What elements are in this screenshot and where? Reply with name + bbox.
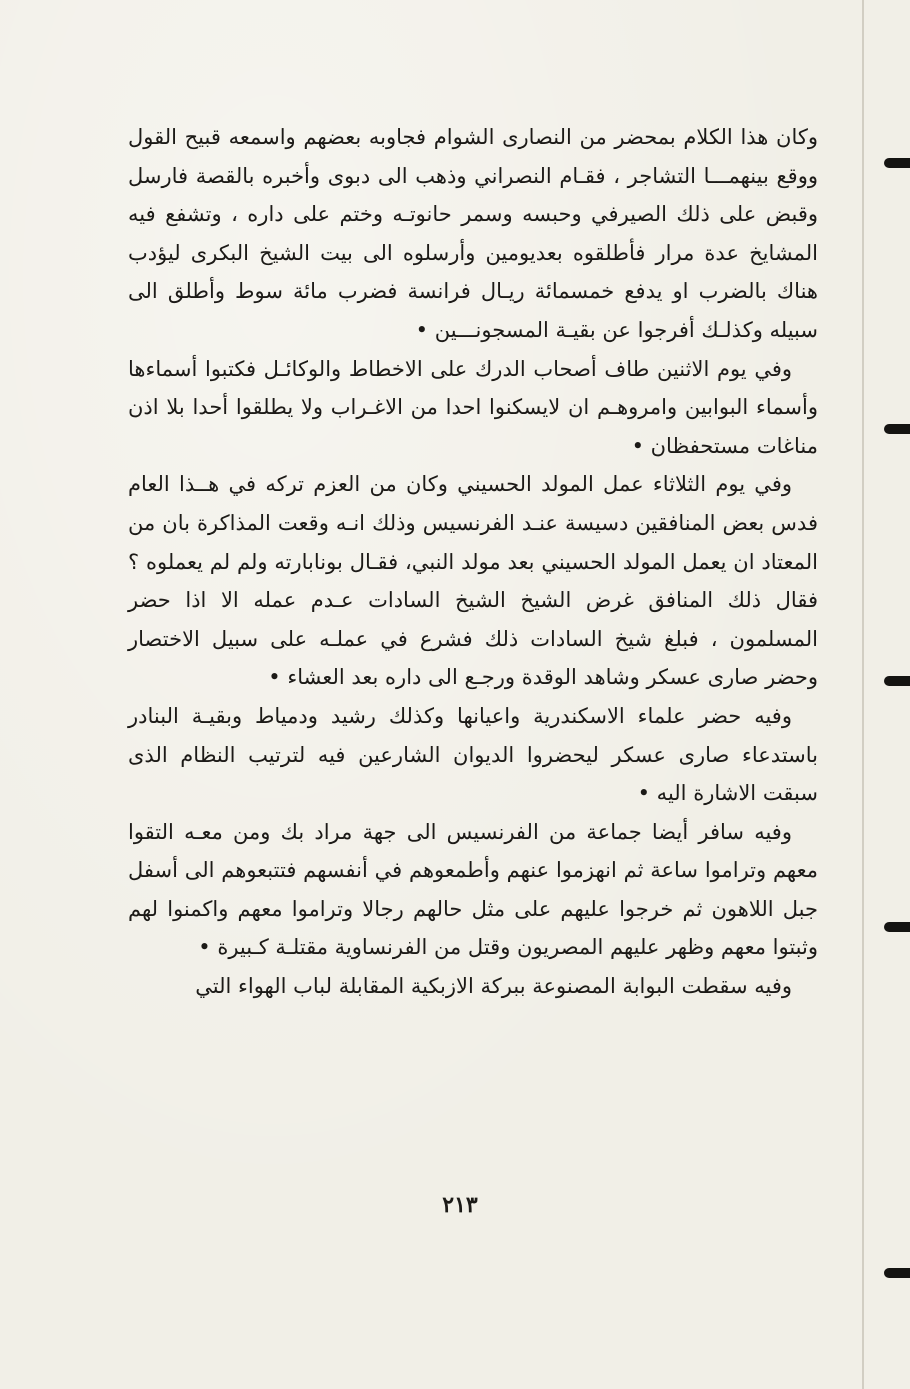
paragraph-1: وكان هذا الكلام بمحضر من النصارى الشوام فجاوبه بعضهم واسمعه قبيح القول ووقع بينهمـــا التشاجر ، فقـام النصراني وذهب الى دبوى وأخبره بالقصة فارسل وقبض على ذلك الصيرفي وحبسه وسمر حانوتـه وختم على داره ، وتشفع فيه المشايخ عدة مرار فأطلقوه بعديومين وأرسلوه الى بيت الشيخ البكرى ليؤدب هناك بالضرب او يدفع خمسمائة ريـال فرانسة فضرب مائة سوط وأطلق الى سبيله وكذلـك أفرجوا عن بقيـة المسجونـــين • [128,125,818,342]
paragraph-6: وفيه سقطت البوابة المصنوعة ببركة الازبكية المقابلة لباب الهواء التي [195,974,792,999]
margin-tab-mark [884,1268,910,1278]
margin-tab-mark [884,158,910,168]
page-binding-edge [862,0,864,1389]
body-text [128,118,818,1006]
margin-tab-mark [884,676,910,686]
margin-tab-mark [884,424,910,434]
margin-tab-mark [884,922,910,932]
paragraph-2: وفي يوم الاثنين طاف أصحاب الدرك على الاخطاط والوكائـل فكتبوا أسماءها وأسماء البوابين وامروهـم ان لايسكنوا احدا من الاغـراب ولا يطلقوا أحدا بلا اذن مناغات مستحفظان • [128,356,818,458]
paragraph-3: وفي يوم الثلاثاء عمل المولد الحسيني وكان من العزم تركه في هــذا العام فدس بعض المنافقين دسيسة عنـد الفرنسيس وذلك انـه وقعت المذاكرة بان من المعتاد ان يعمل المولد الحسيني بعد مولد النبي، فقـال بونابارته ولم لم يعملوه ؟ فقال ذلك المنافق غرض الشيخ الشيخ السادات عـدم عمله الا اذا حضر المسلمون ، فبلغ شيخ السادات ذلك فشرع في عملـه على سبيل الاختصار وحضر صارى عسكر وشاهد الوقدة ورجـع الى داره بعد العشاء • [128,472,818,690]
paragraph-4: وفيه حضر علماء الاسكندرية واعيانها وكذلك رشيد ودمياط وبقيـة البنادر باستدعاء صارى عسكر ليحضروا الديوان الشارعين فيه لترتيب النظام الذى سبقت الاشارة اليه • [128,703,818,806]
page-number: ٢١٣ [442,1192,478,1218]
paragraph-5: وفيه سافر أيضا جماعة من الفرنسيس الى جهة مراد بك ومن معـه التقوا معهم وتراموا ساعة ثم انهزموا عنهم وأطمعوهم في أنفسهم فتتبعوهم الى أسفل جبل اللاهون ثم خرجوا عليهم على مثل حالهم رجالا وتراموا معهم واكمنوا لهم وثبتوا معهم وظهر عليهم المصريون وقتل من الفرنساوية مقتلـة كـبيرة • [128,819,818,960]
